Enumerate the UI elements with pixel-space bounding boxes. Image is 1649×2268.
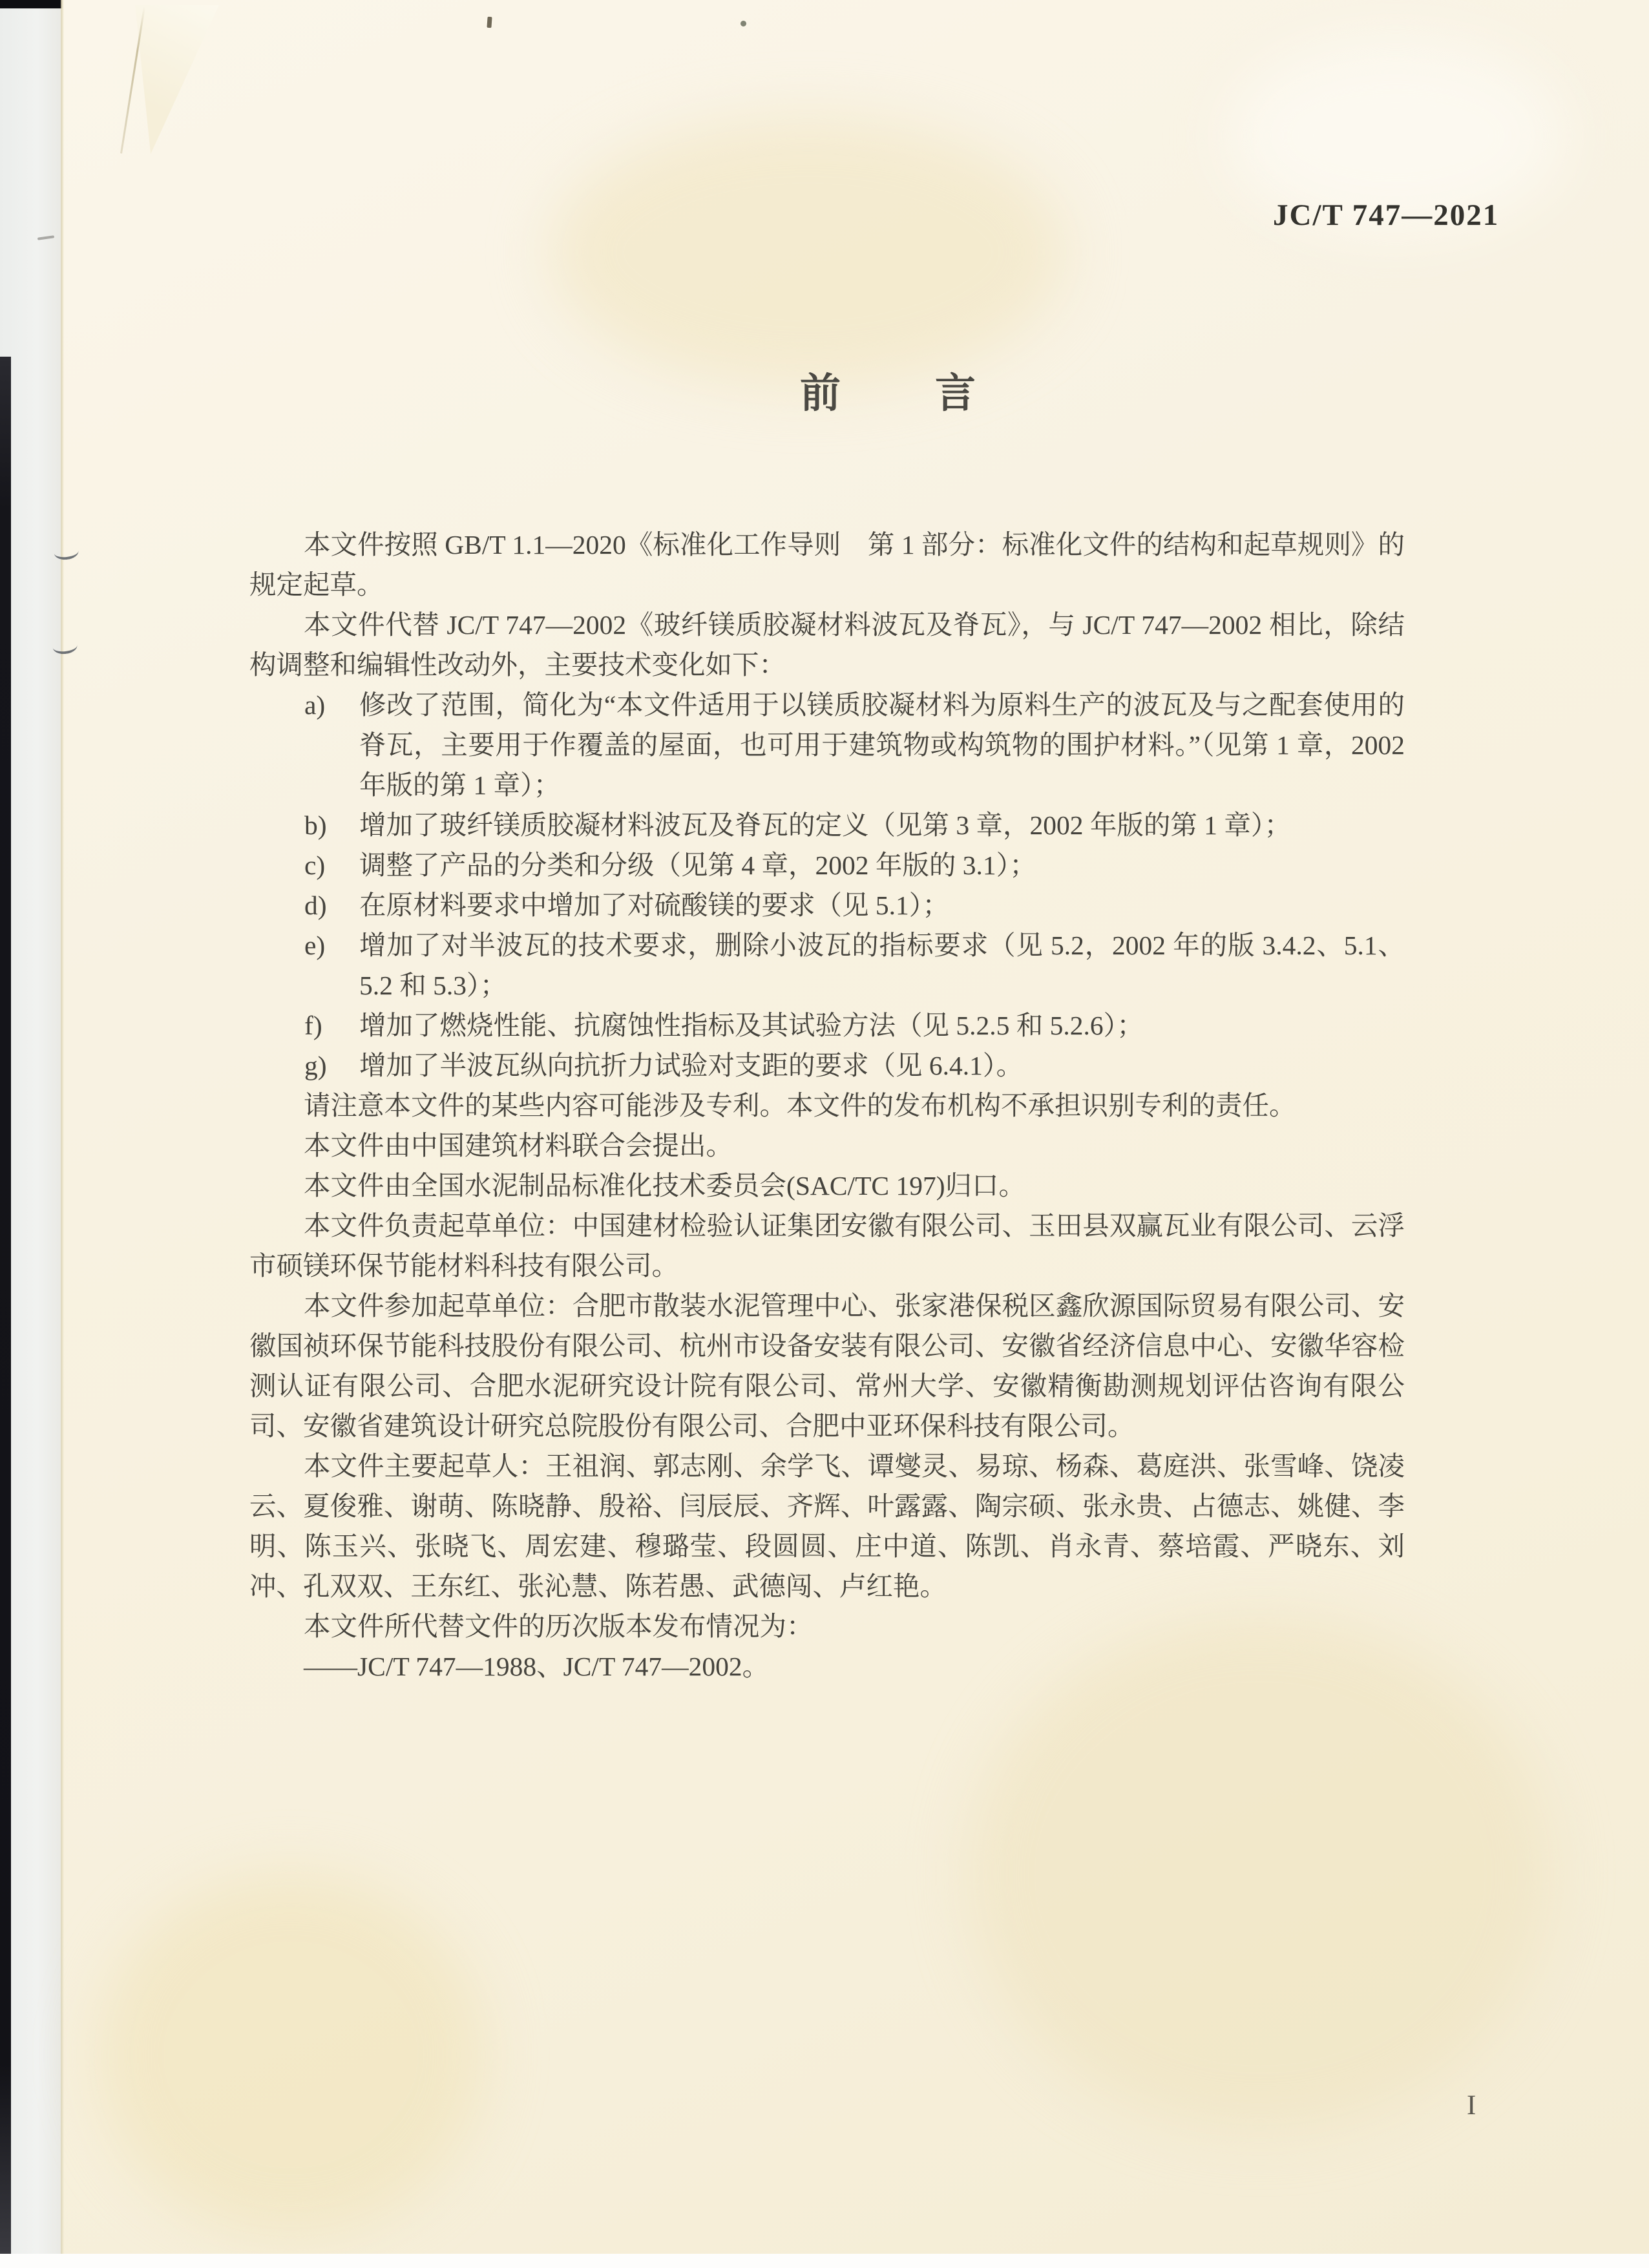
change-item-marker: d) [304,890,327,920]
foreword-title [800,361,976,419]
closing-paragraph: ——JC/T 747—1988、JC/T 747—2002。 [304,1652,770,1681]
change-item-text: 增加了玻纤镁质胶凝材料波瓦及脊瓦的定义（见第 3 章，2002 年版的第 1 章）； [359,810,1292,840]
change-item-marker: g) [304,1051,327,1080]
change-item [249,925,1405,1005]
paper-stain [97,1874,485,2236]
change-item-marker: c) [304,850,326,880]
change-item-marker: b) [304,810,327,840]
paper-stain [549,116,1066,388]
closing-paragraph: 本文件由全国水泥制品标准化技术委员会(SAC/TC 197)归口。 [304,1171,1026,1201]
closing-paragraph: 本文件由中国建筑材料联合会提出。 [304,1131,733,1160]
closing-paragraph: 本文件主要起草人：王祖润、郭志刚、余学飞、谭燮灵、易琼、杨森、葛庭洪、张雪峰、饶凌云、夏俊雅、谢萌、陈晓静、殷裕、闫辰辰、齐辉、叶露露、陶宗硕、张永贵、占德志、姚健、李明、陈玉兴、张晓飞、周宏建、穆璐莹、段圆圆、庄中道、陈凯、肖永青、蔡培霞、严晓东、刘冲、孔双双、王东红、张沁慧、陈若愚、武德闯、卢红艳。 [249,1451,1405,1601]
closing-paragraph: 本文件所代替文件的历次版本发布情况为： [304,1612,814,1641]
standard-code-header: JC/T 747—2021 [1273,198,1500,232]
change-item-text: 增加了对半波瓦的技术要求，删除小波瓦的指标要求（见 5.2，2002 年的版 3.4.2、5.1、5.2 和 5.3）； [359,930,1405,1000]
change-item [249,845,1405,885]
change-item-text: 增加了半波瓦纵向抗折力试验对支距的要求（见 6.4.1）。 [359,1051,1024,1080]
scan-left-edge-shadow [0,357,11,2254]
scan-bottom-margin [0,2254,1649,2268]
foreword-title-char: 言 [935,371,976,416]
scan-speck [740,21,746,26]
change-item-marker: a) [304,690,326,720]
page-number: I [1467,2090,1476,2121]
change-item-text: 在原材料要求中增加了对硫酸镁的要求（见 5.1）； [359,890,950,920]
change-item [249,1005,1405,1045]
paper-stain [969,1615,1551,2132]
foreword-title-char: 前 [800,371,841,416]
closing-paragraph: 本文件负责起草单位：中国建材检验认证集团安徽有限公司、玉田县双赢瓦业有限公司、云浮市硕镁环保节能材料科技有限公司。 [249,1211,1405,1281]
intro-paragraph: 本文件按照 GB/T 1.1—2020《标准化工作导则 第 1 部分：标准化文件的结构和起草规则》的规定起草。 [249,530,1405,600]
change-item-marker: e) [304,930,326,960]
change-item-text: 调整了产品的分类和分级（见第 4 章，2002 年版的 3.1）； [359,850,1036,880]
scan-speck [487,17,492,28]
change-item-marker: f) [304,1011,322,1040]
binding-crease [61,0,64,2254]
closing-paragraph: 请注意本文件的某些内容可能涉及专利。本文件的发布机构不承担识别专利的责任。 [304,1091,1296,1120]
change-item [249,805,1405,845]
change-item [249,685,1405,805]
change-item [249,885,1405,925]
change-item-text: 增加了燃烧性能、抗腐蚀性指标及其试验方法（见 5.2.5 和 5.2.6）； [359,1011,1144,1040]
change-item-text: 修改了范围，简化为“本文件适用于以镁质胶凝材料为原料生产的波瓦及与之配套使用的脊瓦，主要用于作覆盖的屋面，也可用于建筑物或构筑物的围护材料。”（见第 1 章，2002 年版的第 1 章）； [359,690,1405,800]
change-item [249,1045,1405,1086]
foreword-body [249,525,1405,1686]
closing-paragraph: 本文件参加起草单位：合肥市散装水泥管理中心、张家港保税区鑫欣源国际贸易有限公司、安徽国祯环保节能科技股份有限公司、杭州市设备安装有限公司、安徽省经济信息中心、安徽华容检测认证有限公司、合肥水泥研究设计院有限公司、常州大学、安徽精衡勘测规划评估咨询有限公司、安徽省建筑设计研究总院股份有限公司、合肥中亚环保科技有限公司。 [249,1291,1405,1441]
intro-paragraph: 本文件代替 JC/T 747—2002《玻纤镁质胶凝材料波瓦及脊瓦》，与 JC/T 747—2002 相比，除结构调整和编辑性改动外，主要技术变化如下： [249,610,1405,680]
